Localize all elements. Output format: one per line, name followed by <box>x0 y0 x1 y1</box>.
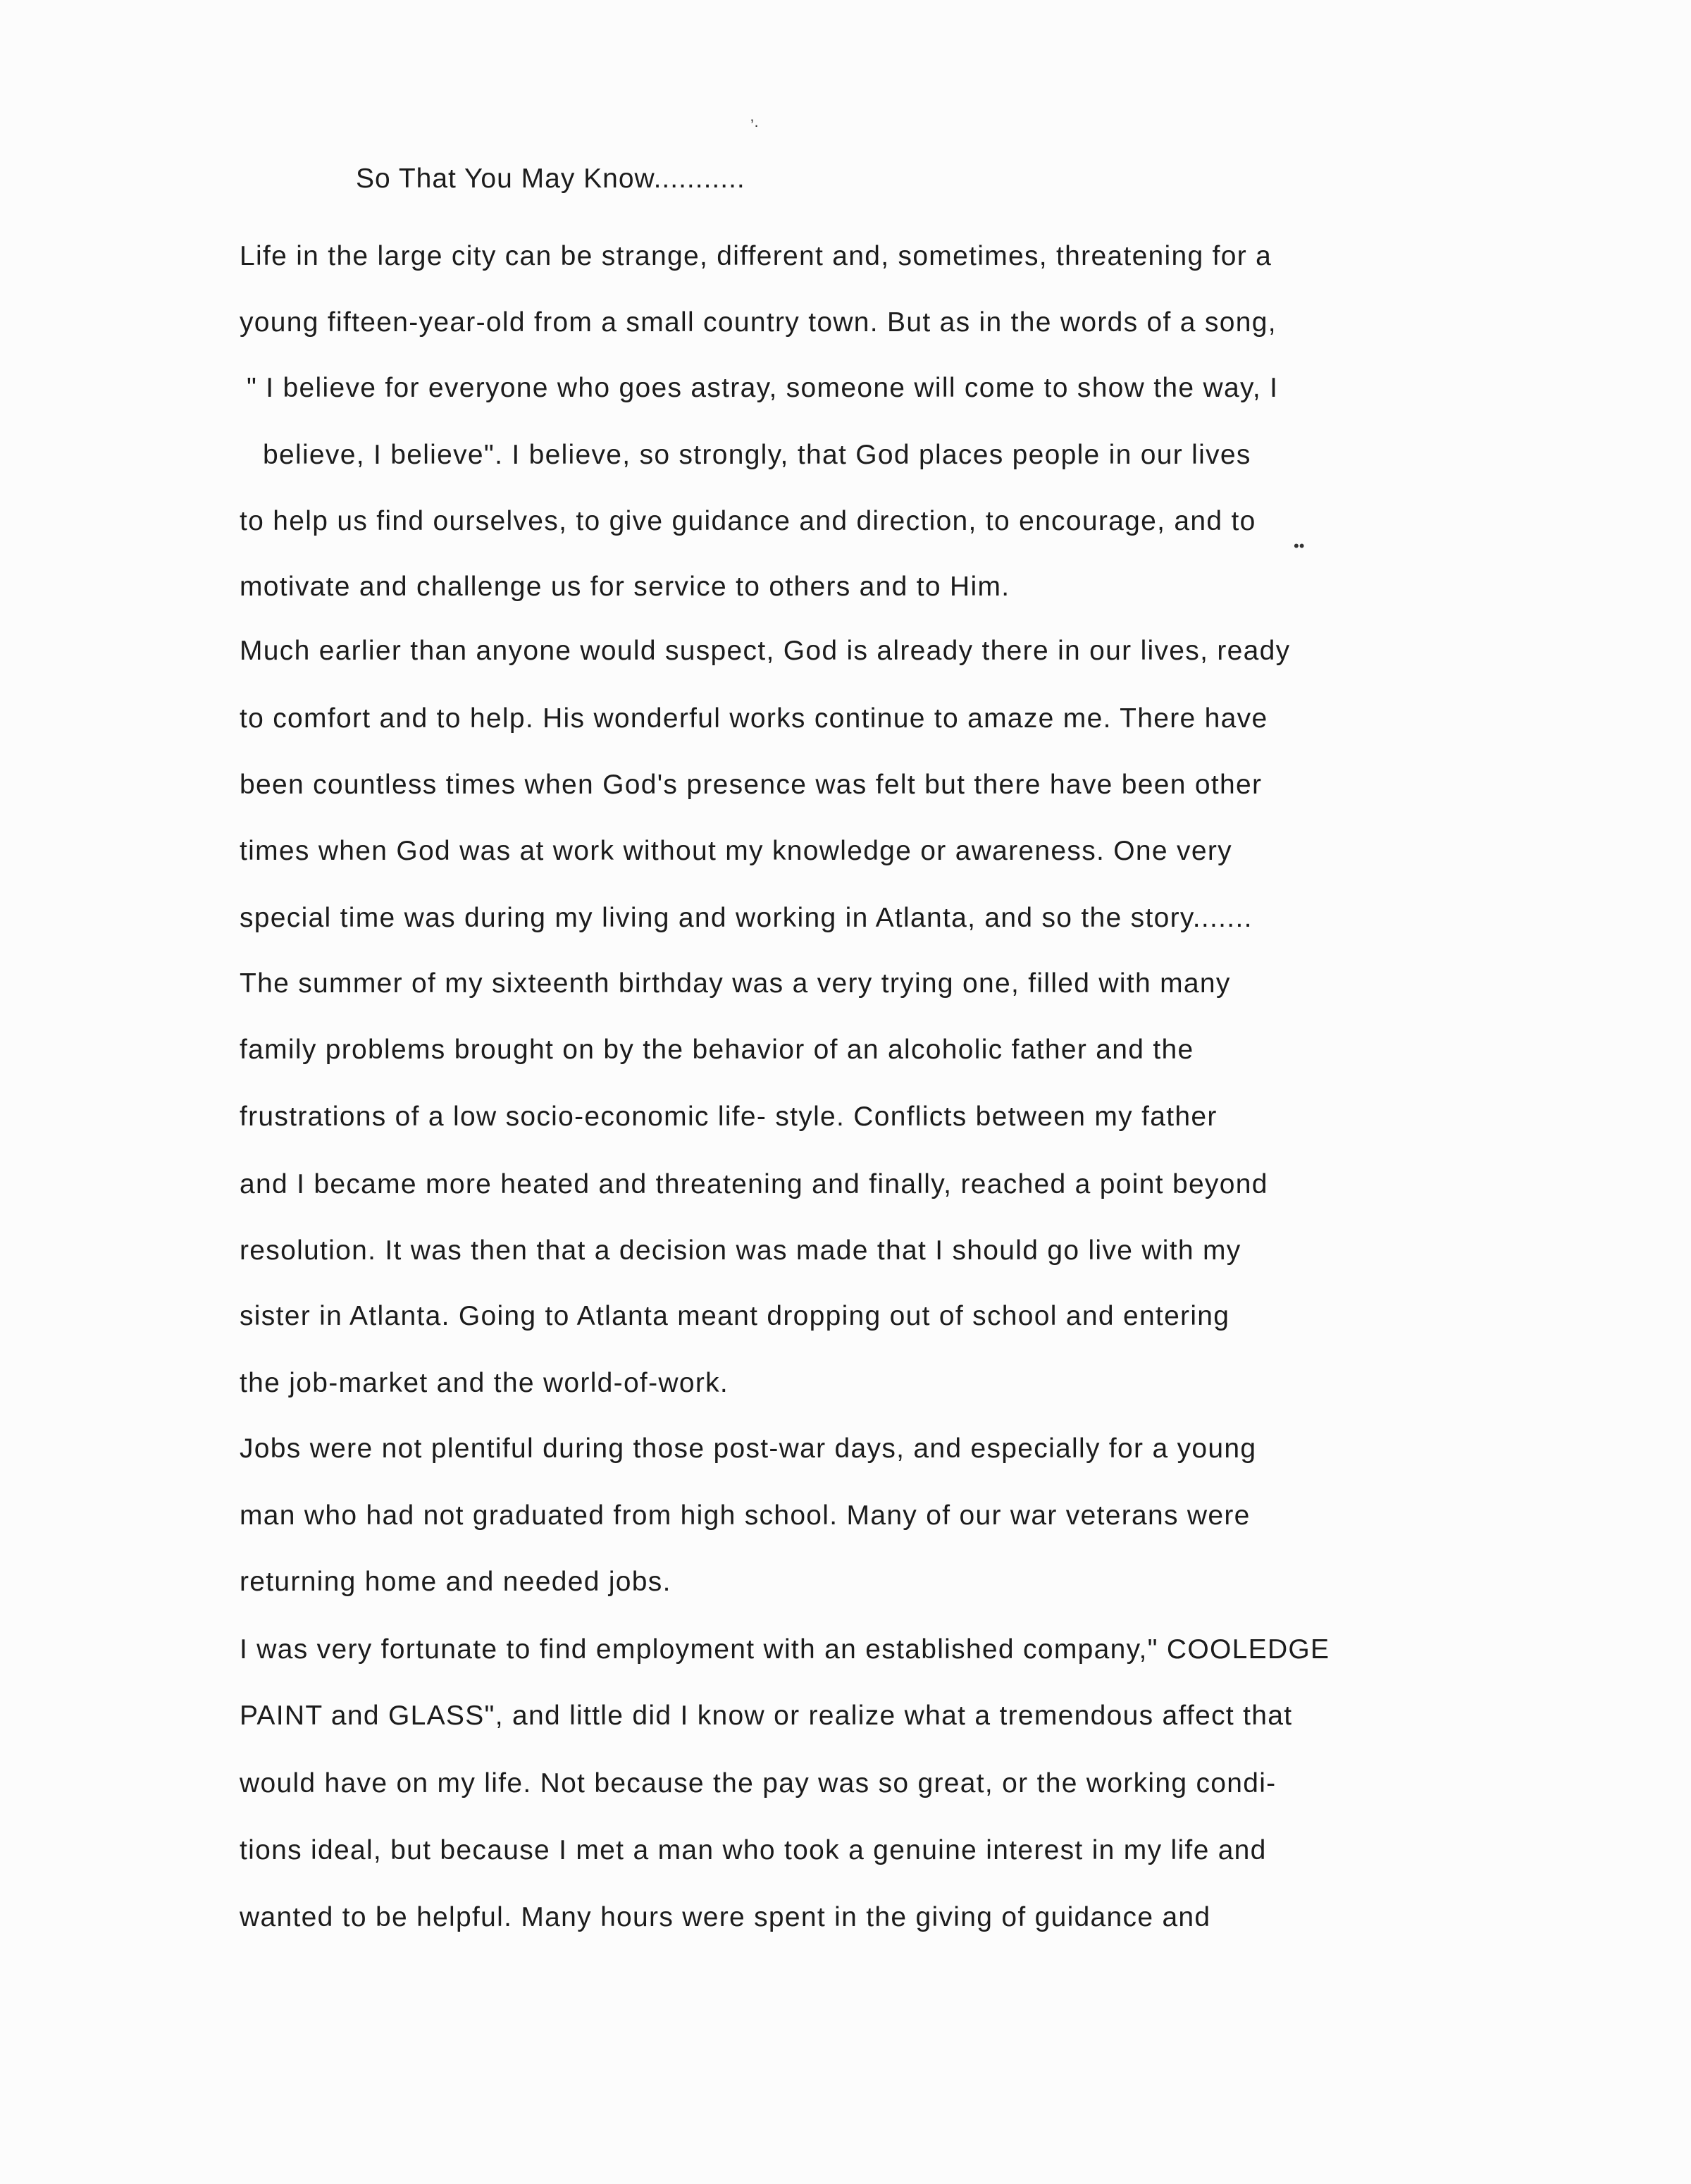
text-line: young fifteen-year-old from a small country town. But as in the words of a song, <box>240 307 1277 338</box>
text-line: Jobs were not plentiful during those post-war days, and especially for a young <box>240 1433 1257 1464</box>
text-line: the job-market and the world-of-work. <box>240 1368 729 1398</box>
text-line: to help us find ourselves, to give guidance and direction, to encourage, and to <box>240 506 1256 536</box>
text-line: been countless times when God's presence was felt but there have been other <box>240 770 1263 800</box>
text-line: and I became more heated and threatening and finally, reached a point beyond <box>240 1169 1268 1199</box>
text-line: resolution. It was then that a decision was made that I should go live with my <box>240 1235 1241 1266</box>
text-line: frustrations of a low socio-economic life- style. Conflicts between my father <box>240 1102 1218 1132</box>
text-line: man who had not graduated from high school. Many of our war veterans were <box>240 1500 1251 1531</box>
document-title: So That You May Know........... <box>356 164 745 194</box>
text-line: sister in Atlanta. Going to Atlanta meant dropping out of school and entering <box>240 1301 1230 1331</box>
text-line: to comfort and to help. His wonderful works continue to amaze me. There have <box>240 703 1268 734</box>
text-line: times when God was at work without my knowledge or awareness. One very <box>240 836 1232 866</box>
text-line: wanted to be helpful. Many hours were spent in the giving of guidance and <box>240 1902 1211 1932</box>
text-line: I was very fortunate to find employment with an established company," COOLEDGE <box>240 1634 1330 1665</box>
text-line: " I believe for everyone who goes astray, someone will come to show the way, I <box>247 373 1279 403</box>
text-line: returning home and needed jobs. <box>240 1567 671 1597</box>
text-line: Much earlier than anyone would suspect, God is already there in our lives, ready <box>240 636 1291 666</box>
text-line: motivate and challenge us for service to others and to Him. <box>240 572 1010 602</box>
text-line: special time was during my living and working in Atlanta, and so the story....... <box>240 903 1253 933</box>
text-line: tions ideal, but because I met a man who took a genuine interest in my life and <box>240 1835 1267 1865</box>
text-line: PAINT and GLASS", and little did I know or realize what a tremendous affect that <box>240 1701 1293 1731</box>
stray-mark: •• <box>1294 537 1305 555</box>
stray-mark: ’· <box>750 116 760 134</box>
text-line: Life in the large city can be strange, different and, sometimes, threatening for a <box>240 241 1272 271</box>
text-line: believe, I believe". I believe, so strongly, that God places people in our lives <box>263 440 1251 470</box>
text-line: family problems brought on by the behavior of an alcoholic father and the <box>240 1035 1194 1065</box>
text-line: would have on my life. Not because the pay was so great, or the working condi- <box>240 1768 1277 1799</box>
text-line: The summer of my sixteenth birthday was a very trying one, filled with many <box>240 968 1231 999</box>
